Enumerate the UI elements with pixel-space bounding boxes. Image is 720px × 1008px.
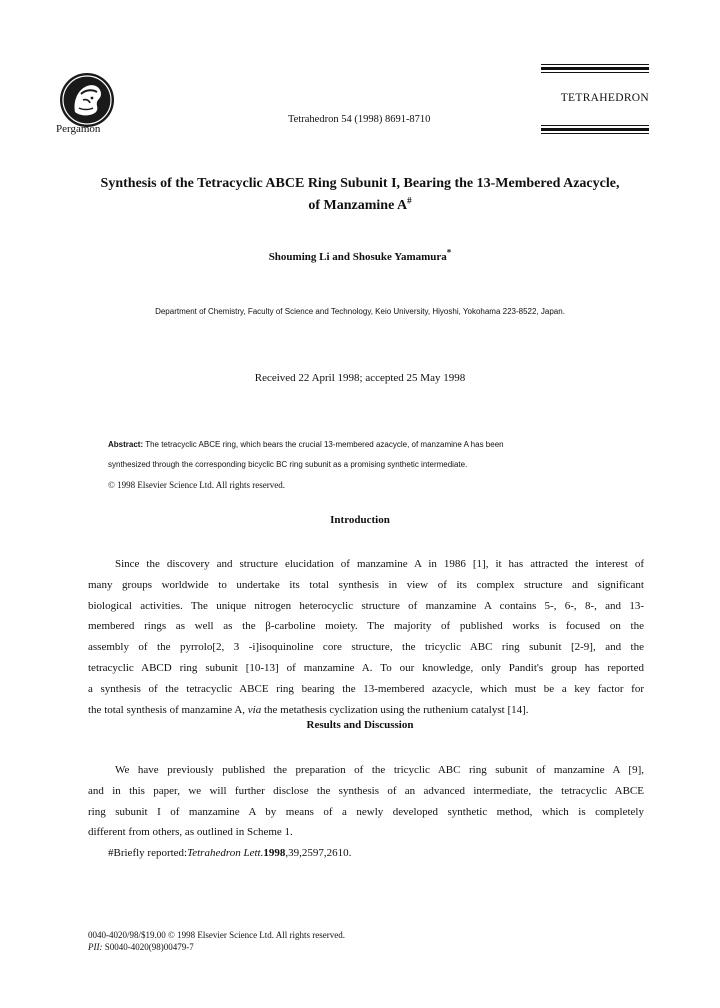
masthead-rule xyxy=(541,133,649,134)
masthead-rule xyxy=(541,64,649,65)
paragraph-line xyxy=(88,700,644,721)
issn-copyright: 0040-4020/98/$19.00 © 1998 Elsevier Science Ltd. All rights reserved. xyxy=(88,930,346,940)
footnote-text: #Briefly reported: xyxy=(108,847,188,860)
introduction-paragraph xyxy=(88,554,644,720)
article-title-line1: Synthesis of the Tetracyclic ABCE Ring Subunit I, Bearing the 13-Membered Azacycle, xyxy=(100,176,620,191)
corresponding-author-mark: * xyxy=(446,247,452,258)
footnote-journal: Tetrahedron Lett. xyxy=(187,847,264,860)
title-footnote xyxy=(88,843,644,864)
journal-masthead xyxy=(541,58,649,138)
paragraph-line: biological activities. The unique nitrogen heterocyclic structure of manzamine A contains 5-, 6-, 8-, and 13- xyxy=(88,599,644,612)
abstract-line xyxy=(108,435,648,455)
publisher-name: Pergamon xyxy=(56,123,101,135)
masthead-rule xyxy=(541,128,649,131)
page-footer xyxy=(88,929,345,953)
abstract xyxy=(108,435,648,495)
masthead-rule xyxy=(541,67,649,70)
pergamon-logo-icon xyxy=(59,72,115,128)
title-footnote-mark: # xyxy=(407,195,412,206)
masthead-rule xyxy=(541,72,649,73)
abstract-copyright: © 1998 Elsevier Science Ltd. All rights reserved. xyxy=(108,480,286,490)
received-dates: Received 22 April 1998; accepted 25 May 1998 xyxy=(254,372,466,384)
article-authors xyxy=(60,247,660,263)
article-title-line2 xyxy=(60,195,660,217)
results-paragraph xyxy=(88,760,644,864)
section-heading-introduction: Introduction xyxy=(330,514,390,526)
paragraph-line: assembly of the pyrrolo[2, 3 -i]isoquinoline core structure, the tricyclic ABC ring subunit [2-9], and the xyxy=(88,641,644,654)
section-heading-results: Results and Discussion xyxy=(306,719,414,731)
authors-text: Shouming Li and Shosuke Yamamura xyxy=(268,251,447,263)
paragraph-line: and in this paper, we will further disclose the synthesis of an advanced intermediate, the tetracyclic ABCE xyxy=(88,784,644,797)
paragraph-line: tetracyclic ABCD ring subunit [10-13] of manzamine A. To our knowledge, only Pandit's group has reported xyxy=(88,661,644,674)
pii-line xyxy=(88,941,345,953)
author-affiliation: Department of Chemistry, Faculty of Science and Technology, Keio University, Hiyoshi, Yokohama 223-8522, Japan. xyxy=(155,307,565,316)
abstract-line: synthesized through the corresponding bicyclic BC ring subunit as a promising synthetic intermediate. xyxy=(108,460,468,469)
article-title-line2-text: of Manzamine A xyxy=(308,198,408,213)
pii-value: S0040-4020(98)00479-7 xyxy=(102,942,194,952)
paragraph-line: many groups worldwide to undertake its total synthesis in view of its complex structure and significant xyxy=(88,578,644,591)
journal-citation: Tetrahedron 54 (1998) 8691-8710 xyxy=(288,114,431,125)
paragraph-line: a synthesis of the tetracyclic ABCE ring bearing the 13-membered azacycle, which must be a key factor for xyxy=(88,682,644,695)
abstract-label: Abstract: xyxy=(108,440,144,449)
paragraph-line: We have previously published the preparation of the tricyclic ABC ring subunit of manzamine A [9], xyxy=(115,764,644,776)
paragraph-line: membered rings as well as the β-carboline moiety. The majority of published works is focused on the xyxy=(88,620,644,633)
paragraph-text: the metathesis cyclization using the ruthenium catalyst [14]. xyxy=(261,703,529,716)
article-title xyxy=(60,173,660,217)
abstract-text: The tetracyclic ABCE ring, which bears the crucial 13-membered azacycle, of manzamine A has been xyxy=(145,440,504,449)
journal-name: TETRAHEDRON xyxy=(560,92,649,104)
paragraph-line: different from others, as outlined in Scheme 1. xyxy=(88,826,293,839)
masthead-rule xyxy=(541,125,649,126)
paragraph-line: ring subunit I of manzamine A by means of a newly developed synthetic method, which is completely xyxy=(88,805,644,818)
pii-label: PII: xyxy=(88,942,103,952)
footnote-details: ,39,2597,2610. xyxy=(285,847,352,860)
paragraph-line: Since the discovery and structure elucidation of manzamine A in 1986 [1], it has attracted the interest of xyxy=(115,558,644,570)
paragraph-emphasis: via xyxy=(247,703,262,716)
paragraph-text: the total synthesis of manzamine A, xyxy=(88,703,248,716)
footnote-year: 1998 xyxy=(263,847,286,860)
